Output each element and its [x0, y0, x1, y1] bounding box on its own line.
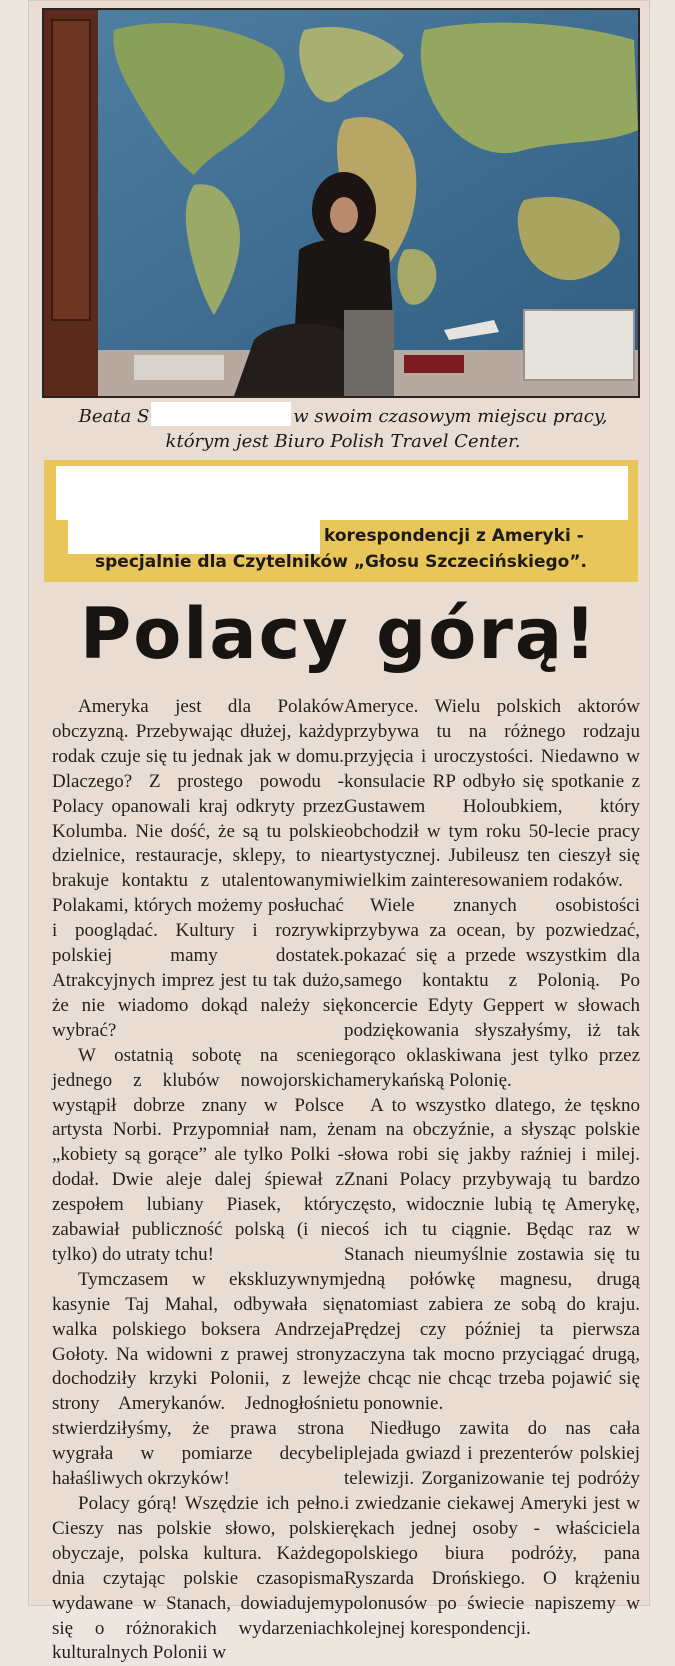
caption-name-start: Beata S: [78, 406, 150, 427]
redacted-byline: [56, 466, 628, 520]
intro-line-2: specjalnie dla Czytelników „Głosu Szczecińskiego”.: [95, 552, 587, 572]
article-column-right: [344, 695, 640, 1641]
office-photo: [42, 8, 640, 398]
intro-line-1: korespondencji z Ameryki -: [324, 526, 584, 546]
paragraph: A to wszystko dlatego, że tęskno nam na obczyźnie, a słysząc polskie słowa robi się jakby raźniej i milej. Znani Polacy przybywają tu bardzo często, widocznie lubią tę Amerykę, coś ich tu ciągnie. Będąc raz w Stanach nieumyślnie zostawia się tu jedną połówkę magnesu, drugą natomiast zabiera ze sobą do kraju. Prędzej czy później ta pierwsza zaczyna tak mocno przyciągać drugą, że chcąc nie chcąc trzeba pojawić się tu ponownie.: [344, 1094, 640, 1415]
redacted-byline-part: [68, 520, 320, 554]
paragraph: Niedługo zawita do nas cała plejada gwiazd i prezenterów polskiej telewizji. Zorganizowanie tej podróży i zwiedzanie ciekawej Ameryki jest w rękach jednej osoby - właściciela polskiego biura podróży, pana Ryszarda Drońskiego. O krążeniu polonusów po świecie napiszemy w kolejnej korespondencji.: [344, 1418, 640, 1639]
paragraph: Tymczasem w ekskluzywnym kasynie Taj Mahal, odbywała się walka polskiego boksera Andrzeja Gołoty. Na widowni z prawej strony dochodziły krzyki Polonii, z lewej strony Amerykanów. Jednogłośnie stwierdziłyśmy, że prawa strona wygrała w pomiarze decybeli hałaśliwych okrzyków!: [52, 1268, 344, 1490]
paragraph: Polacy górą! Wszędzie ich pełno. Cieszy nas polskie słowo, polskie obyczaje, polska kultura. Każdego dnia czytając polskie czasopisma wydawane w Stanach, dowiadujemy się o różnorakich wydarzeniach kulturalnych Polonii w: [52, 1493, 344, 1664]
redacted-name: [151, 402, 291, 426]
world-map-office-illustration: [44, 10, 638, 396]
article-headline: Polacy górą!: [80, 593, 598, 675]
photo-caption: [48, 402, 638, 454]
paragraph: Ameryce. Wielu polskich aktorów przybywa tu na różnego rodzaju przyjęcia i uroczystości. Niedawno w konsulacie RP odbyło się spotkanie z Gustawem Holoubkiem, który obchodził w tym roku 50-lecie pracy artystycznej. Jubileusz ten cieszył się wielkim zainteresowaniem rodaków.: [344, 696, 640, 892]
paragraph: W ostatnią sobotę na scenie jednego z klubów nowojorskich wystąpił dobrze znany w Polsce artysta Norbi. Przypomniał nam, że „kobiety są gorące” ale tylko Polki - dodał. Dwie aleje dalej śpiewał z zespołem lubiany Piasek, który zabawiał publiczność polską (i nie tylko) do utraty tchu!: [52, 1044, 344, 1265]
caption-line1-rest: w swoim czasowym miejscu pracy,: [293, 406, 608, 427]
paragraph: Ameryka jest dla Polaków obczyzną. Przebywając dłużej, każdy rodak czuje się tu jednak jak w domu. Dlaczego? Z prostego powodu - Polacy opanowali kraj odkryty przez Kolumba. Nie dość, że są tu polskie dzielnice, restauracje, sklepy, to nie brakuje kontaktu z utalentowanymi Polakami, których możemy posłuchać i pooglądać. Kultury i rozrywki polskiej mamy dostatek. Atrakcyjnych imprez jest tu tak dużo, że nie wiadomo dokąd należy się wybrać?: [52, 696, 344, 1041]
newspaper-clipping: [28, 0, 650, 1664]
paragraph: Wiele znanych osobistości przybywa za ocean, by pozwiedzać, pokazać się a przede wszystkim dla samego kontaktu z Polonią. Po koncercie Edyty Geppert w słowach podziękowania słyszałyśmy, iż tak gorąco oklaskiwana jest tylko przez amerykańską Polonię.: [344, 895, 640, 1091]
caption-line2: którym jest Biuro Polish Travel Center.: [165, 431, 521, 452]
article-column-left: [52, 695, 344, 1666]
intro-box: [44, 460, 638, 582]
